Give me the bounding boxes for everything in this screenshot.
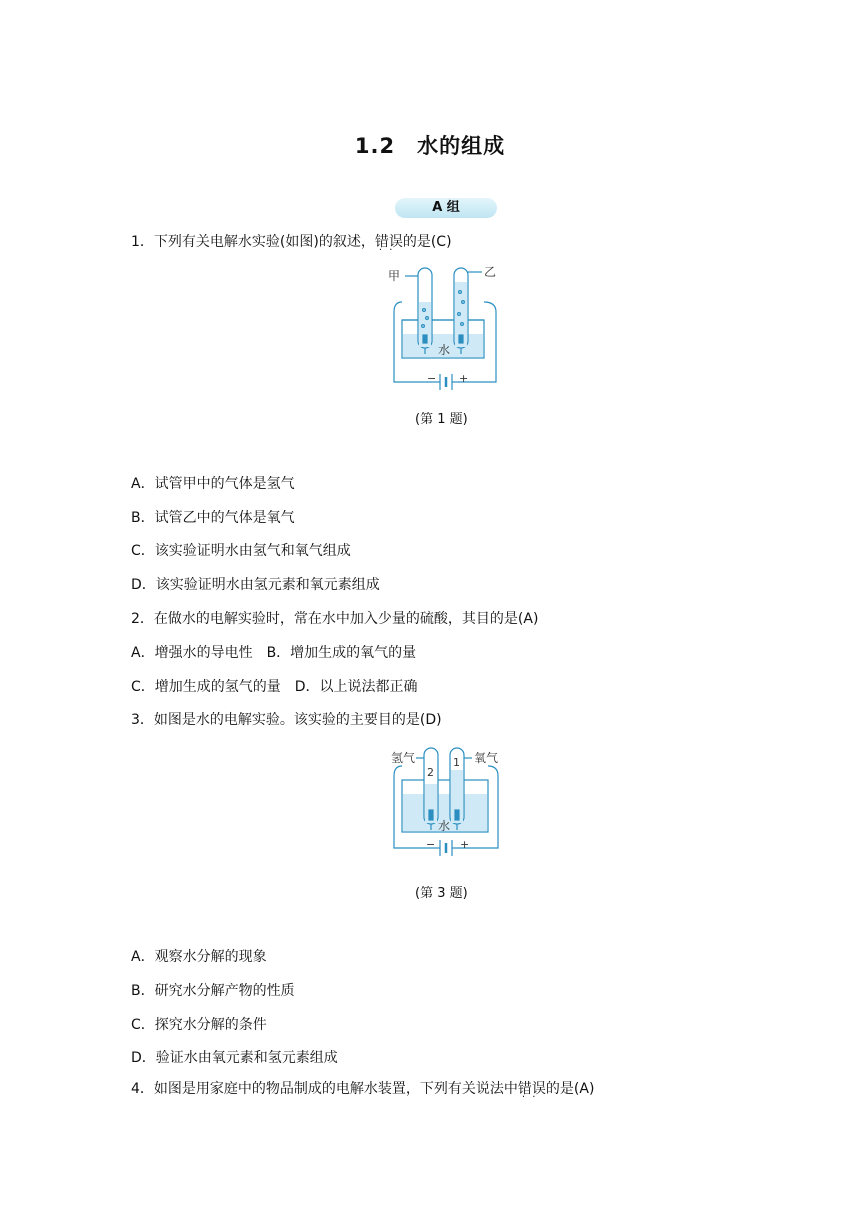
question-1-option-c: C．该实验证明水由氢气和氧气组成 (131, 543, 351, 559)
figure-3-label-water: 水 (438, 819, 451, 833)
figure-1-label-left: 甲 (388, 269, 401, 283)
question-3-option-d: D．验证水由氧元素和氢元素组成 (131, 1050, 338, 1066)
question-1-option-d: D．该实验证明水由氢元素和氧元素组成 (131, 577, 380, 593)
question-1-option-a: A．试管甲中的气体是氢气 (131, 476, 295, 492)
figure-1-label-right: 乙 (484, 265, 497, 279)
figure-3-label-left: 氢气 (391, 751, 416, 765)
question-1-stem (131, 233, 452, 251)
question-1-stem-emphasis: 错误 · · (375, 234, 403, 250)
question-1-stem-pre: 1．下列有关电解水实验(如图)的叙述， (131, 234, 375, 250)
question-1-option-b: B．试管乙中的气体是氧气 (131, 510, 295, 526)
question-3-option-a: A．观察水分解的现象 (131, 949, 267, 965)
figure-1-electrolysis-diagram (386, 262, 506, 390)
figure-1-label-water: 水 (438, 343, 451, 357)
question-4-stem (131, 1080, 594, 1098)
question-4-stem-post: 的是(A) (545, 1081, 595, 1097)
question-3-stem: 3．如图是水的电解实验。该实验的主要目的是(D) (131, 712, 442, 728)
question-2-options-line-2: C．增加生成的氢气的量 D．以上说法都正确 (131, 679, 418, 695)
question-2-options-line-1: A．增强水的导电性 B．增加生成的氧气的量 (131, 645, 417, 661)
question-4-stem-pre: 4．如图是用家庭中的物品制成的电解水装置，下列有关说法中 (131, 1081, 518, 1097)
figure-3-label-plus: + (460, 838, 470, 851)
group-badge: A 组 (395, 198, 497, 218)
figure-3-electrolysis-diagram (388, 744, 504, 860)
figure-3-label-minus: − (426, 838, 436, 851)
figure-1-label-plus: + (459, 372, 469, 385)
question-3-option-c: C．探究水分解的条件 (131, 1017, 267, 1033)
figure-1-caption: (第 1 题) (415, 412, 468, 427)
figure-3-tube-left-number: 2 (427, 766, 434, 779)
page-title: 1.2 水的组成 (354, 134, 506, 158)
question-1-stem-post: 的是(C) (402, 234, 452, 250)
figure-3-tube-right-number: 1 (453, 756, 460, 769)
question-4-stem-emphasis: 错误 · · (518, 1081, 546, 1097)
question-3-option-b: B．研究水分解产物的性质 (131, 983, 295, 999)
figure-3-caption: (第 3 题) (415, 886, 468, 901)
figure-3-label-right: 氧气 (474, 751, 499, 765)
question-2-stem: 2．在做水的电解实验时，常在水中加入少量的硫酸，其目的是(A) (131, 611, 539, 627)
figure-1-label-minus: − (427, 372, 437, 385)
